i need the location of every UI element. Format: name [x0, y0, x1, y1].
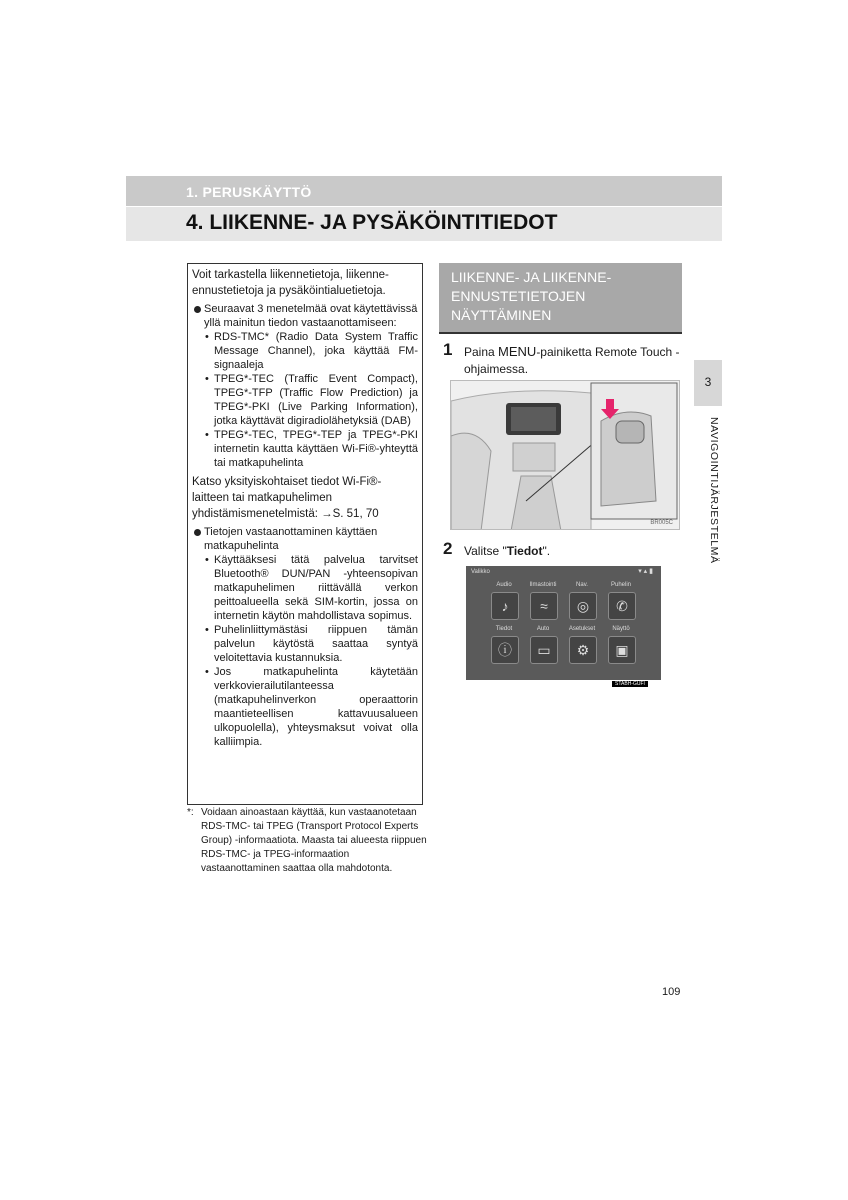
figure-code: BR005C — [650, 520, 673, 526]
nav-icon[interactable]: ◎ — [569, 592, 597, 620]
settings-icon[interactable]: ⚙ — [569, 636, 597, 664]
menu-label-audio: Audio — [496, 582, 512, 588]
screen-title: Valikko — [471, 569, 490, 575]
car-interior-figure — [450, 380, 680, 530]
car-icon[interactable]: ▭ — [530, 636, 558, 664]
audio-icon[interactable]: ♪ — [491, 592, 519, 620]
menu-key: MENU — [498, 344, 537, 359]
menu-label-phone: Puhelin — [610, 582, 631, 588]
list-item: • Käyttääksesi tätä palvelua tarvitset Bluetooth® DUN/PAN -yhteensopivan matkapuhelimen riittävällä verkon peittoalueella sekä SIM-kortin, jossa on internetin käytön mahdollistava sopimus. — [205, 554, 418, 622]
list-item: • Jos matkapuhelinta käytetään verkkovierailutilanteessa (matkapuhelinverkon operaattorin maantieteellisen kattavuusalueen ulkopuolella), yhteysmaksut voivat olla kalliimpia. — [205, 666, 418, 748]
menu-label-nav: Nav. — [576, 582, 588, 588]
bullet-phone: Tietojen vastaanottaminen käyttäen matkapuhelinta — [192, 525, 418, 553]
footnote-mark: *: — [187, 807, 194, 818]
menu-label-info: Tiedot — [495, 626, 513, 632]
section-header — [126, 176, 722, 206]
phone-icon[interactable]: ✆ — [608, 592, 636, 620]
page-number: 109 — [662, 986, 681, 998]
step-1-text: Paina MENU-painiketta Remote Touch -ohjaimessa. — [464, 344, 680, 376]
status-icons: ▾ ▴ ▮ — [638, 568, 653, 575]
wifi-note: Katso yksityiskohtaiset tiedot Wi-Fi®-laitteen tai matkapuhelimen yhdistämismenetelmistä: →S. 51, 70 — [192, 476, 382, 520]
list-item: • TPEG*-TEC, TPEG*-TEP ja TPEG*-PKI internetin kautta käyttäen Wi-Fi®-yhteyttä tai matkapuhelinta — [205, 429, 418, 469]
menu-label-climate: Ilmastointi — [529, 582, 557, 588]
menu-screen-figure — [466, 566, 661, 680]
info-icon[interactable]: ⓘ — [491, 636, 519, 664]
list-item: • RDS-TMC* (Radio Data System Traffic Message Channel), joka käyttää FM-signaaleja — [205, 331, 418, 371]
chapter-number: 3 — [704, 375, 712, 389]
title-header — [126, 207, 722, 241]
footnote — [187, 806, 427, 876]
list-item: • Puhelinliittymästäsi riippuen tämän palvelun käytöstä saattaa syntyä veloitettavia kustannuksia. — [205, 624, 418, 664]
bullet-methods: Seuraavat 3 menetelmää ovat käytettävissä yllä mainitun tiedon vastaanottamiseen: — [192, 302, 418, 330]
page-title: 4. LIIKENNE- JA PYSÄKÖINTITIEDOT — [186, 211, 558, 234]
car-interior-illustration — [451, 381, 680, 530]
section-label: 1. PERUSKÄYTTÖ — [186, 184, 312, 200]
footnote-text: Voidaan ainoastaan käyttää, kun vastaanotetaan RDS-TMC- tai TPEG (Transport Protocol Experts Group) -informaatiota. Maasta tai alueesta riippuen RDS-TMC- ja TPEG-informaation vastaanottaminen saattaa olla mahdotonta. — [201, 807, 427, 874]
menu-label-car: Auto — [536, 626, 550, 632]
figure-code: STABH-GUFI — [612, 681, 648, 687]
step-number: 2 — [443, 539, 453, 558]
menu-label-settings: Asetukset — [568, 626, 596, 632]
intro-text: Voit tarkastella liikennetietoja, liikenne-ennustetietoja ja pysäköintialuetietoja. — [192, 269, 389, 297]
section-heading: LIIKENNE- JA LIIKENNE-ENNUSTETIETOJEN NÄYTTÄMINEN — [439, 263, 682, 334]
display-icon[interactable]: ▣ — [608, 636, 636, 664]
list-item: • TPEG*-TEC (Traffic Event Compact), TPEG*-TFP (Traffic Flow Prediction) ja TPEG*-PKI (Live Parking Information), jotka käyttävät digiradiolähetyksiä (DAB) — [205, 373, 418, 427]
step-number: 1 — [443, 340, 453, 359]
climate-icon[interactable]: ≈ — [530, 592, 558, 620]
menu-label-display: Näyttö — [612, 626, 630, 632]
info-box — [187, 263, 423, 805]
chapter-label: NAVIGOINTIJÄRJESTELMÄ — [708, 416, 720, 564]
tiedot-key: Tiedot — [506, 544, 543, 558]
step-2-text: Valitse "Tiedot". — [464, 544, 551, 558]
chapter-tab — [694, 360, 722, 406]
